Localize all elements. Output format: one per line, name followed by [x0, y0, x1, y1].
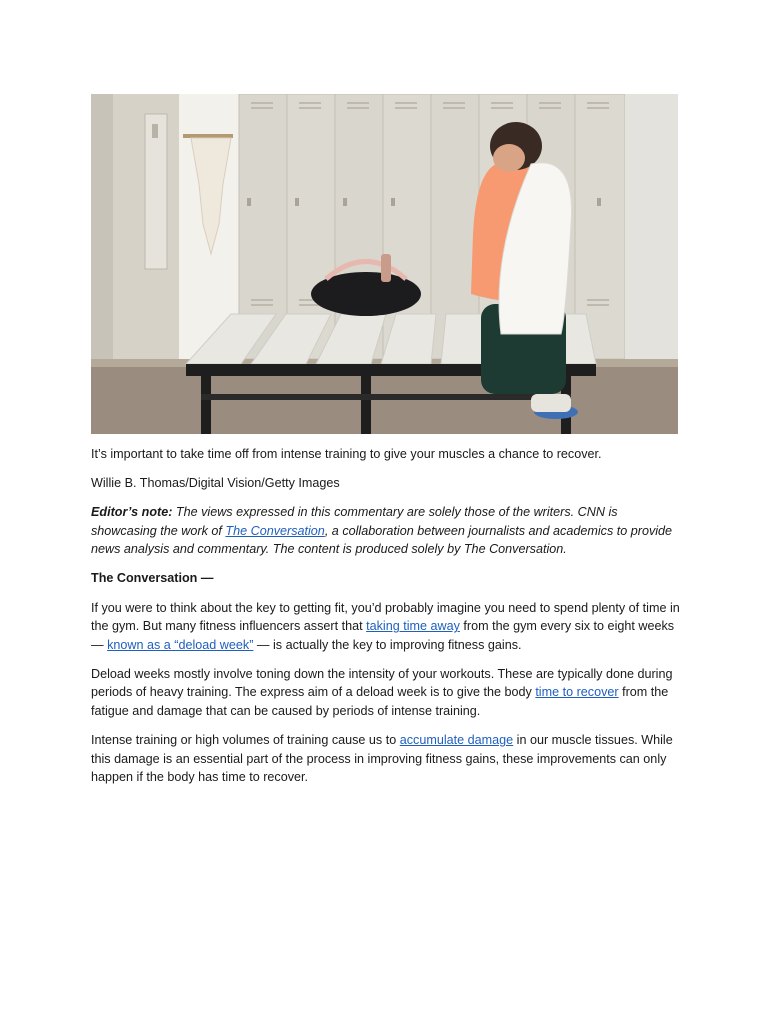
- accumulate-damage-link[interactable]: accumulate damage: [399, 733, 514, 748]
- paragraph-1: [91, 599, 681, 655]
- byline: The Conversation —: [91, 571, 214, 586]
- paragraph-3: [91, 731, 681, 787]
- the-conversation-link[interactable]: The Conversation: [225, 523, 325, 538]
- editors-note-label: Editor’s note:: [91, 505, 173, 520]
- paragraph-3-text-2: in our muscle tissues. While this damage is an essential part of the process in improving fitness gains, these improvements can only happen if the body has time to recover.: [91, 733, 673, 785]
- time-to-recover-link[interactable]: time to recover: [535, 685, 619, 700]
- paragraph-1-text-2: from the gym every six to eight weeks —: [91, 619, 675, 652]
- editors-note-text-cont: , a collaboration between journalists and academics to provide news analysis and commentary. The content is produced solely by The Conversation.: [91, 523, 673, 557]
- paragraph-1-text-3: — is actually the key to improving fitness gains.: [253, 637, 522, 652]
- paragraph-2: [91, 665, 681, 721]
- locker-room-photo: [91, 94, 678, 434]
- paragraph-3-text: Intense training or high volumes of training cause us to: [91, 733, 400, 748]
- editors-note: [91, 503, 681, 559]
- article-body: [91, 445, 681, 797]
- deload-week-link[interactable]: known as a “deload week”: [107, 637, 254, 652]
- image-caption: It’s important to take time off from intense training to give your muscles a chance to recover.: [91, 447, 602, 461]
- paragraph-2-text: Deload weeks mostly involve toning down the intensity of your workouts. These are typically done during periods of heavy training. The express aim of a deload week is to give the body: [91, 666, 673, 700]
- paragraph-2-text-2: from the fatigue and damage that can be caused by periods of intense training.: [91, 685, 669, 719]
- paragraph-1-text: If you were to think about the key to getting fit, you’d probably imagine you need to spend plenty of time in the gym. But many fitness influencers assert that: [91, 600, 680, 634]
- image-credit: Willie B. Thomas/Digital Vision/Getty Images: [91, 476, 340, 491]
- taking-time-away-link[interactable]: taking time away: [366, 619, 460, 634]
- editors-note-text: The views expressed in this commentary are solely those of the writers. CNN is showcasing the work of: [91, 505, 618, 538]
